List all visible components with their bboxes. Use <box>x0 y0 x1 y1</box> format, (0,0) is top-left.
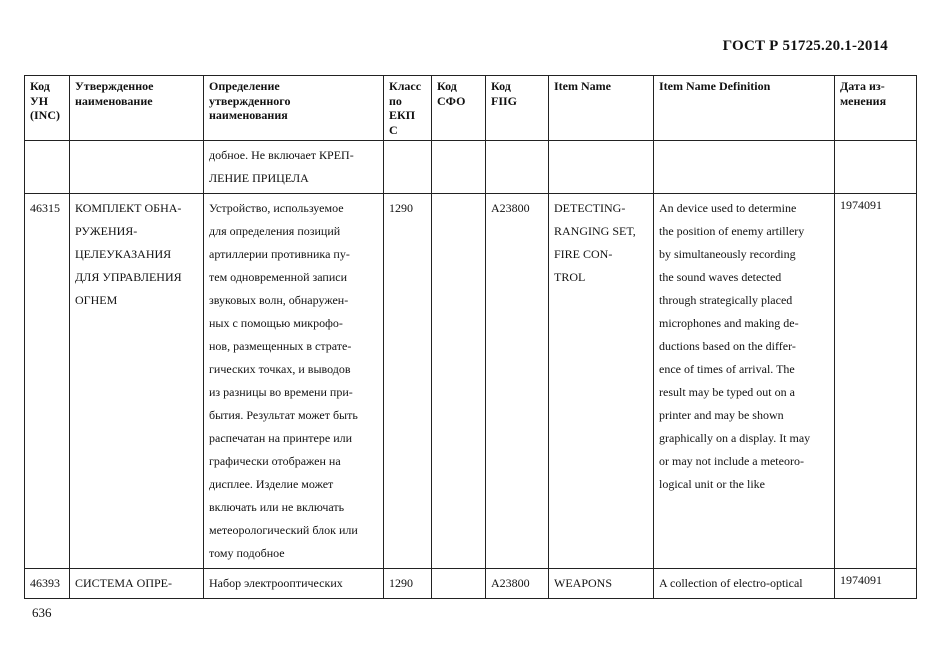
sfo-cell <box>432 141 486 194</box>
cell-line: Набор электрооптических <box>209 576 343 590</box>
cell-line: включать или не включать <box>209 500 345 514</box>
cell-line: ЦЕЛЕУКАЗАНИЯ <box>75 247 172 261</box>
cell-line: для определения позиций <box>209 224 341 238</box>
cell-line: ЛЕНИЕ ПРИЦЕЛА <box>209 171 309 185</box>
header-line: СФО <box>437 93 466 108</box>
cell-line: из разницы во времени при- <box>209 385 353 399</box>
cell-line: звуковых волн, обнаружен- <box>209 293 349 307</box>
definition-cell <box>204 141 384 194</box>
cell-line: ДЛЯ УПРАВЛЕНИЯ <box>75 270 182 284</box>
col-header-item-name <box>549 76 654 141</box>
fiig-cell: A23800 <box>486 194 549 569</box>
header-line: Определение <box>209 79 280 93</box>
header-line: Утвержденное <box>75 79 154 93</box>
table-row <box>25 141 917 194</box>
item-name-cell <box>549 569 654 599</box>
header-line: С <box>389 122 398 137</box>
cell-line: DETECTING- <box>554 201 626 215</box>
cell-line: by simultaneously recording <box>659 247 796 261</box>
cell-line: microphones and making de- <box>659 316 799 330</box>
cell-line: гических точках, и выводов <box>209 362 351 376</box>
cell-line: the position of enemy artillery <box>659 224 805 238</box>
fiig-cell <box>486 141 549 194</box>
table-body <box>25 141 917 599</box>
cell-line: графически отображен на <box>209 454 341 468</box>
document-code: ГОСТ Р 51725.20.1-2014 <box>722 38 888 54</box>
header-line: Item Name Definition <box>659 79 771 93</box>
header-line: по <box>389 93 402 108</box>
col-header-inc <box>25 76 70 141</box>
cell-line: СИСТЕМА ОПРЕ- <box>75 576 173 590</box>
cell-line: нов, размещенных в страте- <box>209 339 352 353</box>
header-line: наименования <box>209 108 288 122</box>
inc-cell <box>25 141 70 194</box>
approved-name-cell <box>70 141 204 194</box>
cell-line: FIRE CON- <box>554 247 613 261</box>
cell-line: тому подобное <box>209 546 285 560</box>
item-name-cell <box>549 141 654 194</box>
cell-line: or may not include a meteoro- <box>659 454 804 468</box>
col-header-definition <box>204 76 384 141</box>
col-header-fiig <box>486 76 549 141</box>
item-name-cell <box>549 194 654 569</box>
cell-line: ductions based on the differ- <box>659 339 796 353</box>
cell-line: РУЖЕНИЯ- <box>75 224 138 238</box>
header-line: УН <box>30 93 49 108</box>
approved-name-cell <box>70 569 204 599</box>
cell-line: КОМПЛЕКТ ОБНА- <box>75 201 182 215</box>
cell-line: ных с помощью микрофо- <box>209 316 343 330</box>
cell-line: бытия. Результат может быть <box>209 408 358 422</box>
col-header-item-definition <box>654 76 835 141</box>
cell-line: A collection of electro-optical <box>659 576 803 590</box>
cell-line: Устройство, используемое <box>209 201 344 215</box>
cell-line: распечатан на принтере или <box>209 431 353 445</box>
cell-line: logical unit or the like <box>659 477 765 491</box>
header-line: менения <box>840 93 887 108</box>
cell-line: through strategically placed <box>659 293 793 307</box>
col-header-class <box>384 76 432 141</box>
header-line: Код <box>437 79 457 93</box>
header-line: утвержденного <box>209 93 291 108</box>
header-line: FIIG <box>491 93 518 108</box>
class-cell: 1290 <box>384 194 432 569</box>
catalog-table <box>24 75 917 599</box>
header-line: Класс <box>389 79 422 93</box>
item-definition-cell <box>654 194 835 569</box>
col-header-sfo <box>432 76 486 141</box>
cell-line: graphically on a display. It may <box>659 431 811 445</box>
cell-line: the sound waves detected <box>659 270 782 284</box>
cell-line: ОГНЕМ <box>75 293 118 307</box>
definition-cell <box>204 569 384 599</box>
header-line: ЕКП <box>389 108 416 122</box>
cell-line: An device used to determine <box>659 201 797 215</box>
table-header-row <box>25 76 917 141</box>
sfo-cell <box>432 569 486 599</box>
header-line: Код <box>491 79 511 93</box>
definition-cell <box>204 194 384 569</box>
cell-line: RANGING SET, <box>554 224 636 238</box>
class-cell <box>384 141 432 194</box>
cell-line: printer and may be shown <box>659 408 784 422</box>
cell-line: тем одновременной записи <box>209 270 348 284</box>
item-definition-cell <box>654 141 835 194</box>
item-definition-cell <box>654 569 835 599</box>
cell-line: дисплее. Изделие может <box>209 477 334 491</box>
page-number: 636 <box>32 605 52 620</box>
sfo-cell <box>432 194 486 569</box>
date-cell <box>835 141 917 194</box>
cell-line: метеорологический блок или <box>209 523 358 537</box>
table-row <box>25 194 917 569</box>
table-row <box>25 569 917 599</box>
approved-name-cell <box>70 194 204 569</box>
cell-line: WEAPONS <box>554 576 613 590</box>
cell-line: артиллерии противника пу- <box>209 247 350 261</box>
header-line: Item Name <box>554 79 611 93</box>
class-cell: 1290 <box>384 569 432 599</box>
header-line: (INC) <box>30 108 60 122</box>
cell-line: result may be typed out on a <box>659 385 795 399</box>
header-line: Код <box>30 79 50 93</box>
inc-cell: 46315 <box>25 194 70 569</box>
date-cell: 1974091 <box>835 194 917 569</box>
col-header-approved-name <box>70 76 204 141</box>
cell-line: добное. Не включает КРЕП- <box>209 148 354 162</box>
col-header-change-date <box>835 76 917 141</box>
cell-line: ence of times of arrival. The <box>659 362 795 376</box>
header-line: Дата из- <box>840 79 885 93</box>
cell-line: TROL <box>554 270 586 284</box>
header-line: наименование <box>75 93 153 108</box>
fiig-cell: A23800 <box>486 569 549 599</box>
inc-cell: 46393 <box>25 569 70 599</box>
date-cell: 1974091 <box>835 569 917 599</box>
